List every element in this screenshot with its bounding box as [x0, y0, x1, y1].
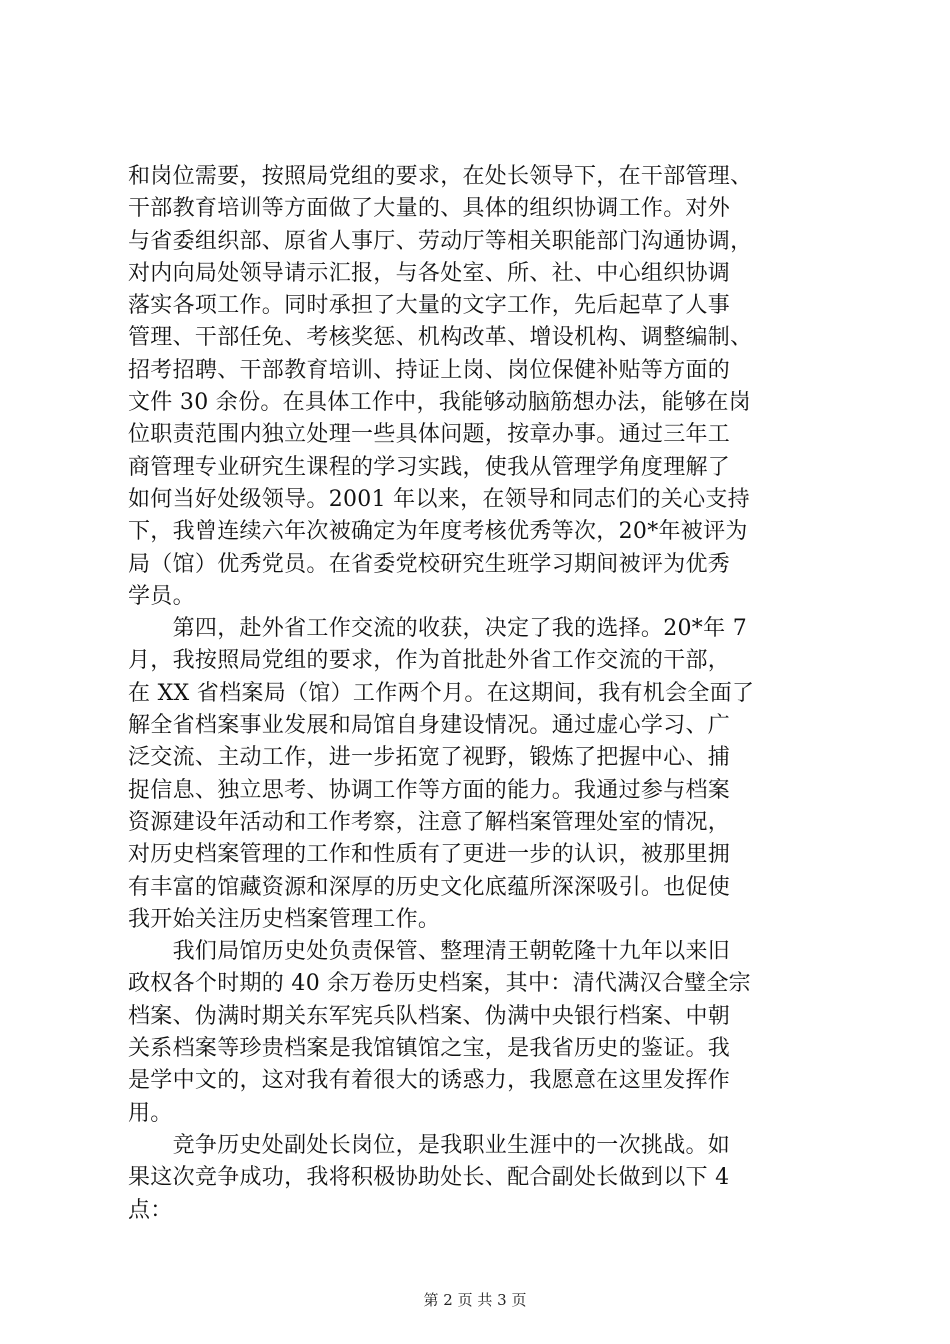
text-line: 如何当好处级领导。2001 年以来，在领导和同志们的关心支持 — [128, 486, 750, 512]
text-line: 第四，赴外省工作交流的收获，决定了我的选择。20*年 7 — [128, 616, 747, 642]
text-line: 泛交流、主动工作，进一步拓宽了视野，锻炼了把握中心、捕 — [128, 745, 731, 771]
text-line: 对内向局处领导请示汇报，与各处室、所、社、中心组织协调 — [128, 260, 731, 286]
text-line: 和岗位需要，按照局党组的要求，在处长领导下，在干部管理、 — [128, 164, 753, 189]
text-line: 学员。 — [128, 583, 195, 609]
text-line: 档案、伪满时期关东军宪兵队档案、伪满中央银行档案、中朝 — [128, 1003, 731, 1029]
text-line: 用。 — [128, 1100, 173, 1126]
text-line: 落实各项工作。同时承担了大量的文字工作，先后起草了人事 — [128, 293, 731, 319]
text-line: 对历史档案管理的工作和性质有了更进一步的认识，被那里拥 — [128, 842, 731, 868]
text-line: 解全省档案事业发展和局馆自身建设情况。通过虚心学习、广 — [128, 713, 731, 739]
text-line: 政权各个时期的 40 余万卷历史档案，其中：清代满汉合璧全宗 — [128, 971, 751, 997]
text-line: 资源建设年活动和工作考察，注意了解档案管理处室的情况， — [128, 809, 731, 835]
text-line: 有丰富的馆藏资源和深厚的历史文化底蕴所深深吸引。也促使 — [128, 874, 731, 900]
text-line: 招考招聘、干部教育培训、持证上岗、岗位保健补贴等方面的 — [128, 357, 731, 383]
text-line: 管理、干部任免、考核奖惩、机构改革、增设机构、调整编制、 — [128, 325, 753, 351]
text-line: 干部教育培训等方面做了大量的、具体的组织协调工作。对外 — [128, 196, 731, 222]
text-line: 下，我曾连续六年次被确定为年度考核优秀等次，20*年被评为 — [128, 519, 748, 545]
text-line: 果这次竞争成功，我将积极协助处长、配合副处长做到以下 4 — [128, 1165, 730, 1191]
text-line: 位职责范围内独立处理一些具体问题，按章办事。通过三年工 — [128, 422, 731, 448]
text-line: 捉信息、独立思考、协调工作等方面的能力。我通过参与档案 — [128, 777, 731, 803]
text-line: 文件 30 余份。在具体工作中，我能够动脑筋想办法，能够在岗 — [128, 390, 751, 416]
document-body — [128, 161, 828, 1227]
page-footer: 第 2 页 共 3 页 — [423, 1291, 527, 1309]
text-line: 关系档案等珍贵档案是我馆镇馆之宝，是我省历史的鉴证。我 — [128, 1036, 731, 1062]
text-line: 我们局馆历史处负责保管、整理清王朝乾隆十九年以来旧 — [128, 939, 731, 965]
text-line: 是学中文的，这对我有着很大的诱惑力，我愿意在这里发挥作 — [128, 1068, 731, 1094]
text-line: 商管理专业研究生课程的学习实践，使我从管理学角度理解了 — [128, 454, 731, 480]
text-line: 在 XX 省档案局（馆）工作两个月。在这期间，我有机会全面了 — [128, 680, 755, 706]
text-line: 竞争历史处副处长岗位，是我职业生涯中的一次挑战。如 — [128, 1132, 731, 1158]
text-line: 点： — [128, 1197, 173, 1223]
text-line: 局（馆）优秀党员。在省委党校研究生班学习期间被评为优秀 — [128, 551, 731, 577]
text-line: 月，我按照局党组的要求，作为首批赴外省工作交流的干部， — [128, 648, 731, 674]
text-line: 与省委组织部、原省人事厅、劳动厅等相关职能部门沟通协调， — [128, 228, 753, 254]
text-line: 我开始关注历史档案管理工作。 — [128, 906, 441, 932]
